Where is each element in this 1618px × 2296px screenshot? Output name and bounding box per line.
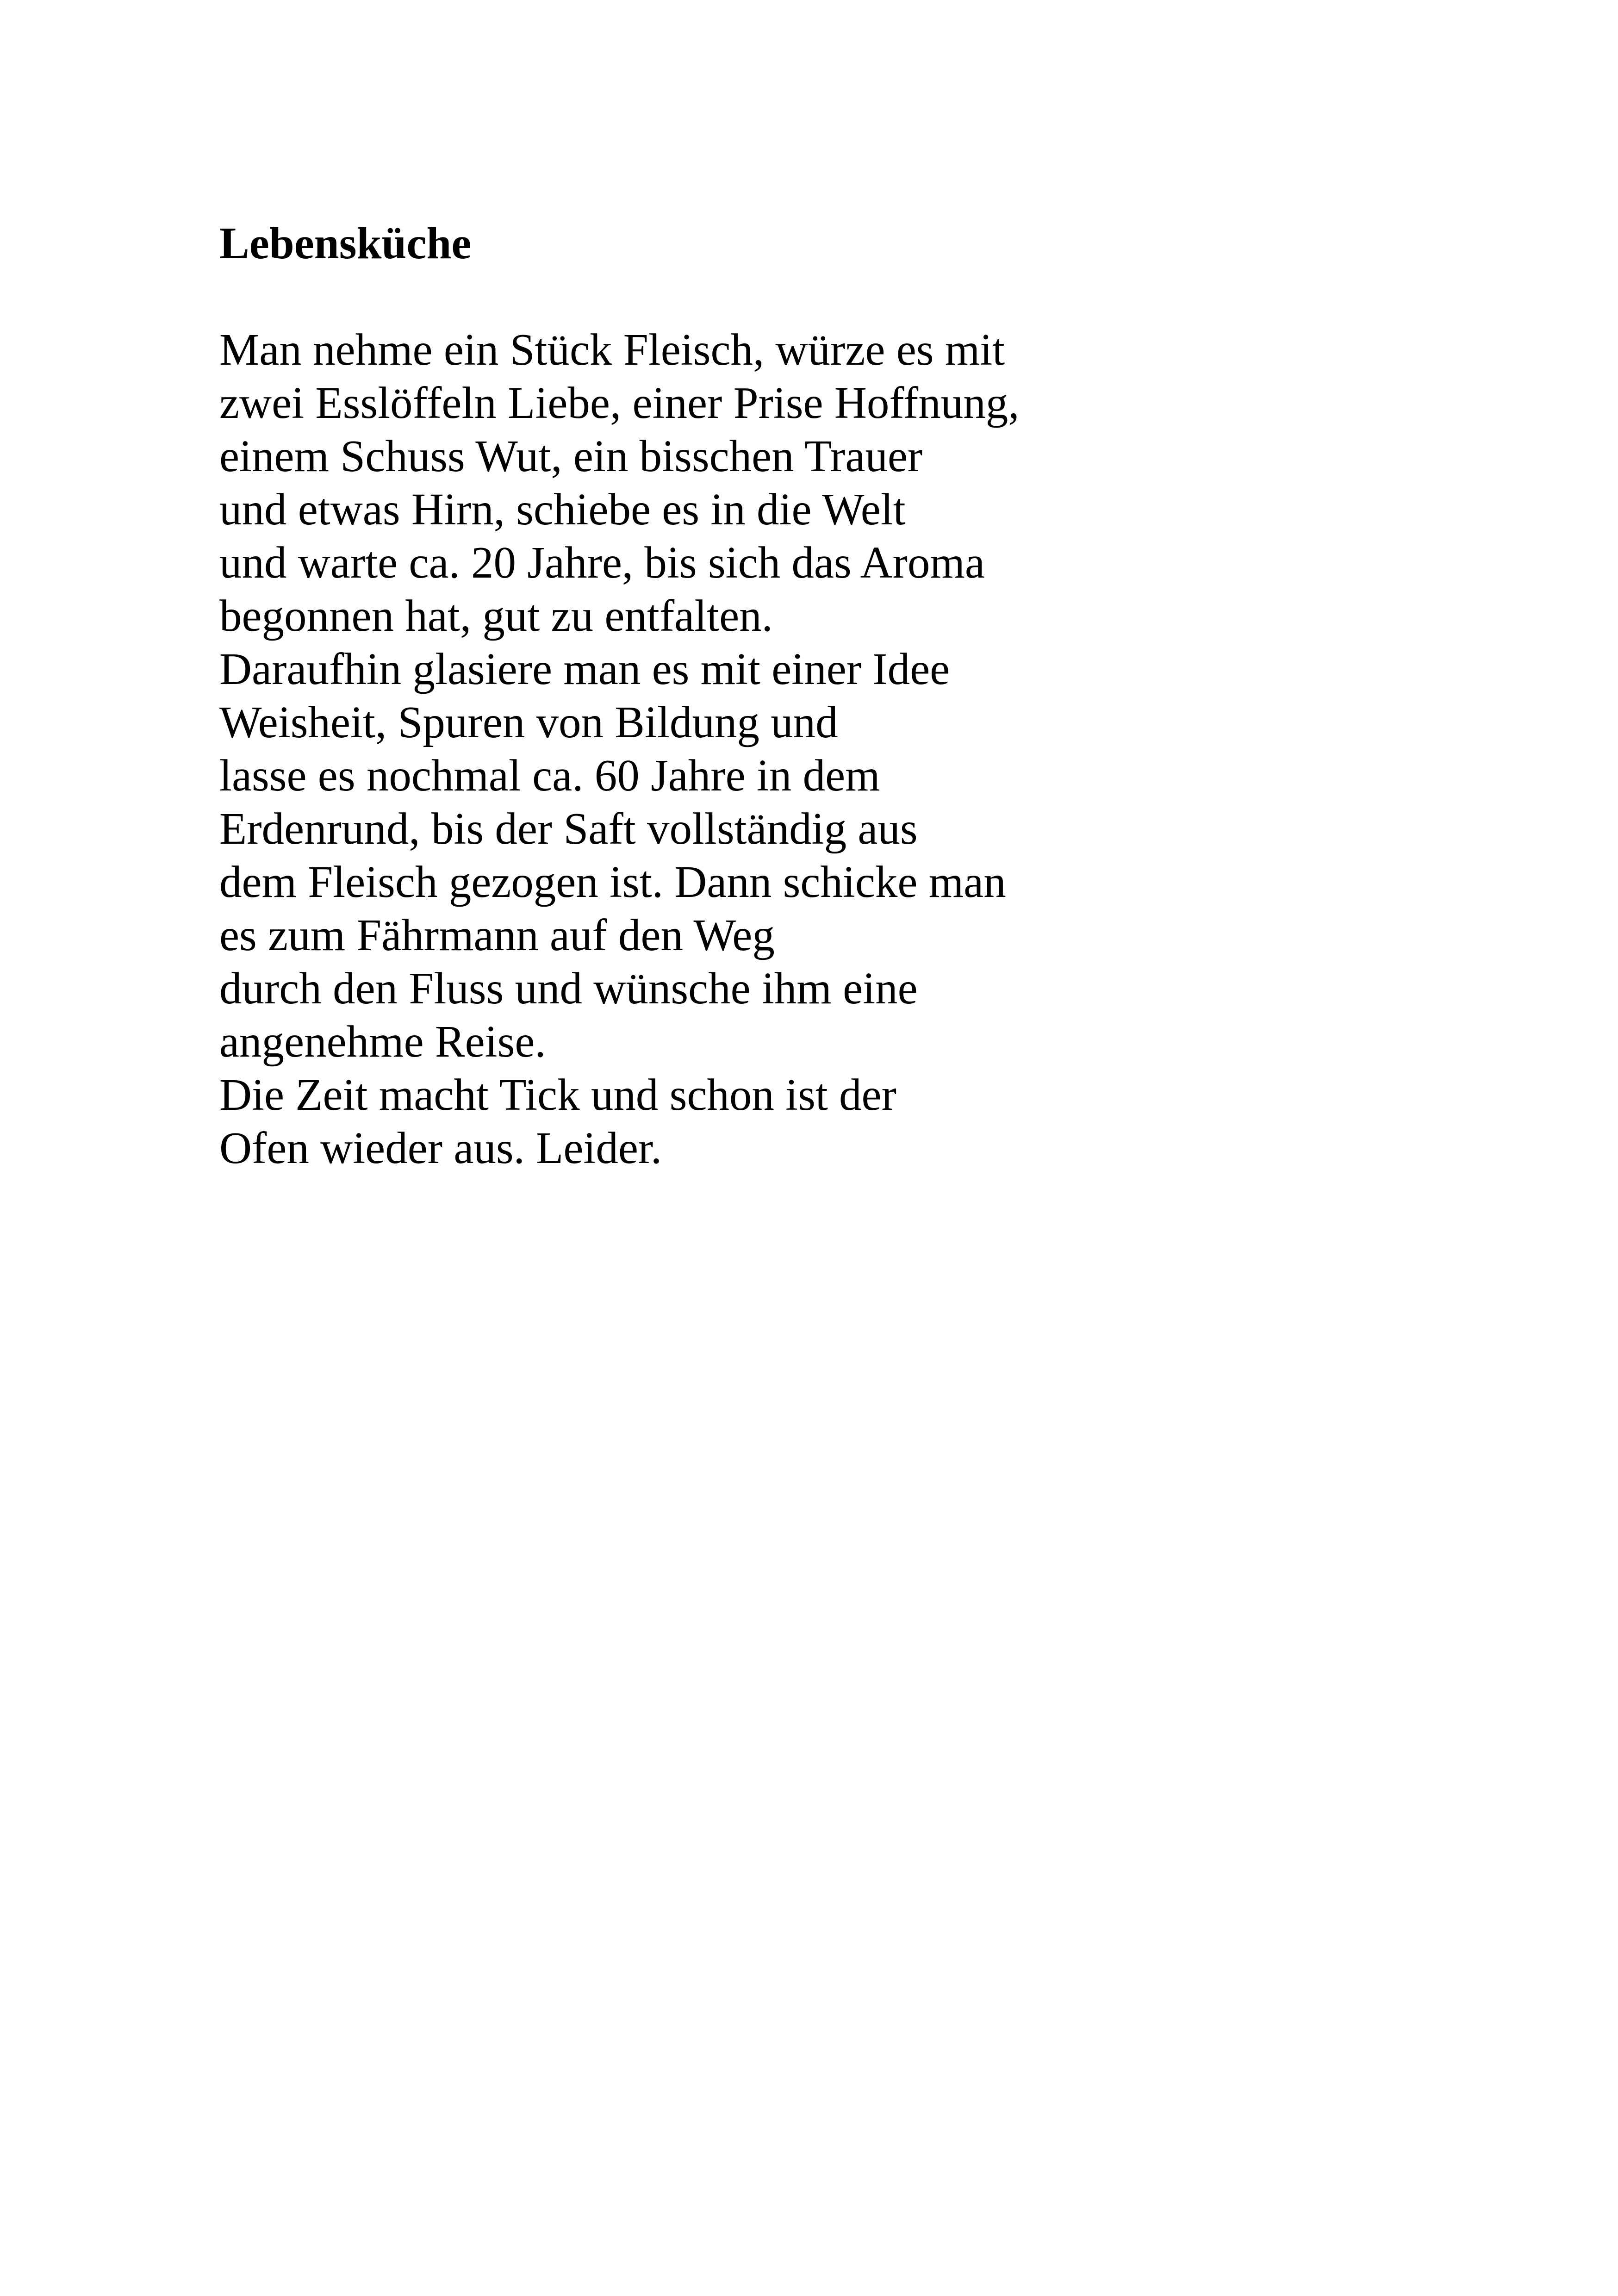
poem-line: und warte ca. 20 Jahre, bis sich das Aroma (219, 538, 985, 587)
poem-line: einem Schuss Wut, ein bisschen Trauer (219, 431, 923, 481)
poem-line: Ofen wieder aus. Leider. (219, 1123, 662, 1173)
poem-text (219, 323, 1515, 1175)
poem-line: und etwas Hirn, schiebe es in die Welt (219, 485, 906, 534)
poem-line: Man nehme ein Stück Fleisch, würze es mit (219, 325, 1005, 374)
poem-title: Lebensküche (219, 218, 472, 268)
poem-line: durch den Fluss und wünsche ihm eine (219, 964, 918, 1013)
poem-line: Daraufhin glasiere man es mit einer Idee (219, 644, 950, 694)
poem-line: begonnen hat, gut zu entfalten. (219, 591, 773, 641)
poem-line: Weisheit, Spuren von Bildung und (219, 697, 838, 747)
title-spacer (219, 270, 1515, 323)
poem-line: dem Fleisch gezogen ist. Dann schicke man (219, 857, 1006, 907)
poem-line: zwei Esslöffeln Liebe, einer Prise Hoffnung, (219, 378, 1020, 428)
poem-line: Die Zeit macht Tick und schon ist der (219, 1070, 896, 1120)
poem-line: Erdenrund, bis der Saft vollständig aus (219, 804, 918, 853)
poem-block (219, 217, 1515, 1175)
poem-line: es zum Fährmann auf den Weg (219, 910, 775, 960)
poem-line: angenehme Reise. (219, 1017, 546, 1066)
poem-line: lasse es nochmal ca. 60 Jahre in dem (219, 751, 880, 800)
